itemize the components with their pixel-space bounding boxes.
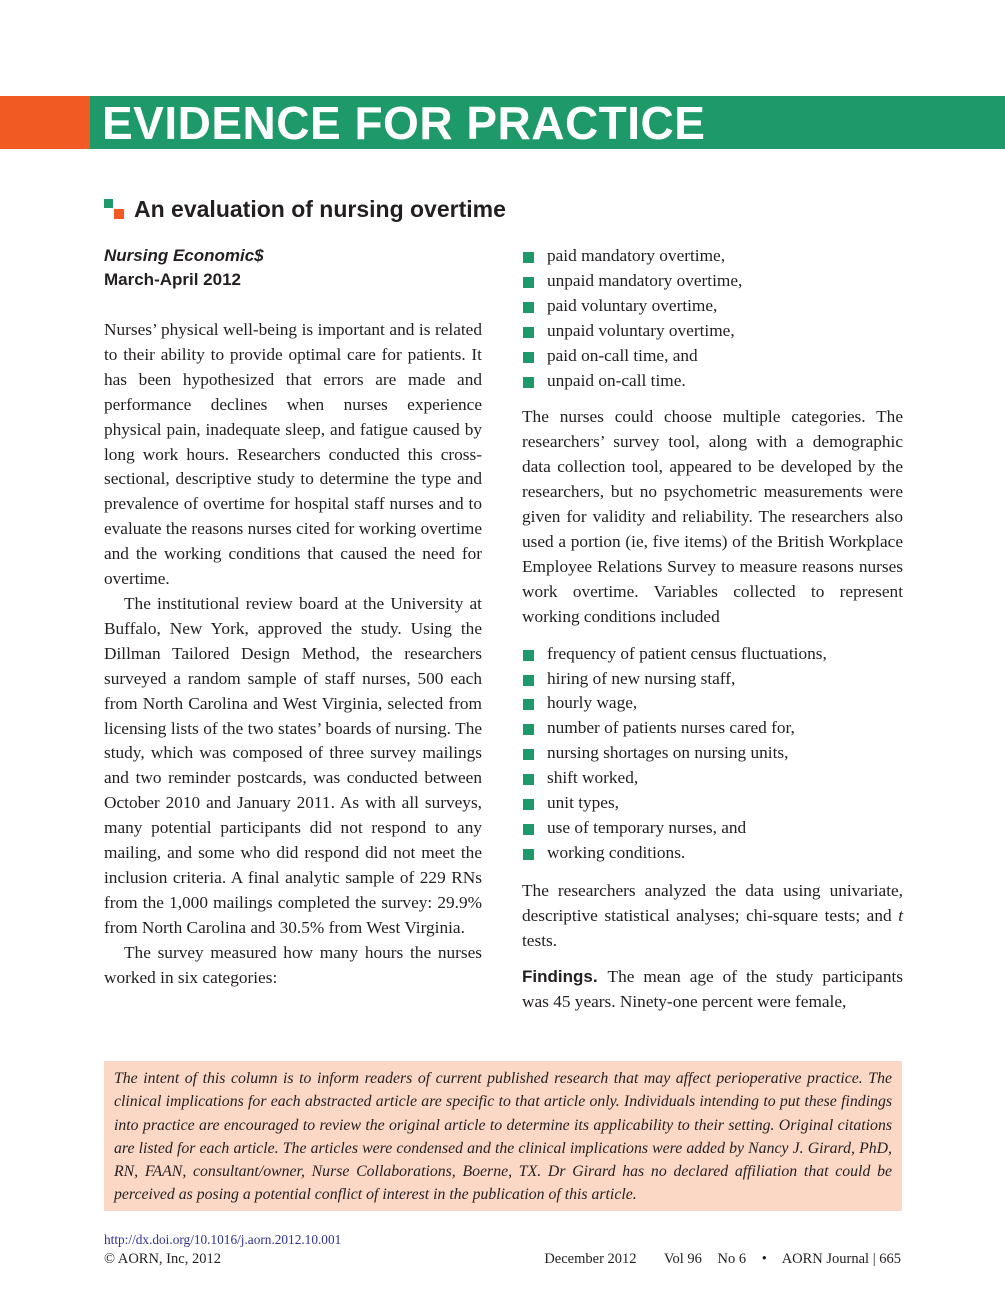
list-item: frequency of patient census fluctuations,	[522, 642, 903, 667]
bullet-square-icon	[523, 327, 534, 338]
issue-number: No 6	[717, 1251, 747, 1267]
bullet-square-icon	[523, 849, 534, 860]
source-citation	[104, 244, 482, 292]
bullet-square-icon	[523, 277, 534, 288]
list-item: unpaid voluntary overtime,	[522, 319, 903, 344]
findings-heading: Findings.	[522, 967, 598, 987]
paragraph-analysis: The researchers analyzed the data using univariate, descriptive statistical analyses; chi-square tests; and t tests.	[522, 880, 903, 950]
issue-info	[544, 1251, 901, 1268]
bullet-square-icon	[523, 302, 534, 313]
header-accent-block	[0, 96, 90, 149]
list-item: unpaid on-call time.	[522, 369, 903, 394]
bullet-square-icon	[523, 352, 534, 363]
doi-link[interactable]: http://dx.doi.org/10.1016/j.aorn.2012.10.001	[104, 1232, 342, 1247]
column-note-box: The intent of this column is to inform readers of current published research that may affect perioperative practice. The clinical implications for each abstracted article are specific to that article only. Individuals intending to put these findings into practice are encouraged to review the original article to determine its applicability to their setting. Original citations are listed for each article. The articles were condensed and the clinical implications were added by Nancy J. Girard, PhD, RN, FAAN, consultant/owner, Nurse Collaborations, Boerne, TX. Dr Girard has no declared affiliation that could be perceived as posing a potential conflict of interest in the publication of this article.	[104, 1061, 902, 1211]
list-item: number of patients nurses cared for,	[522, 716, 903, 741]
bullet-square-icon	[523, 675, 534, 686]
left-column	[104, 244, 482, 990]
list-item: working conditions.	[522, 841, 903, 866]
bullet-square-icon	[523, 377, 534, 388]
list-item: hourly wage,	[522, 691, 903, 716]
article-title: An evaluation of nursing overtime	[134, 196, 506, 222]
source-journal: Nursing Economic$	[104, 246, 264, 265]
section-title: EVIDENCE FOR PRACTICE	[102, 97, 706, 149]
list-item: unpaid mandatory overtime,	[522, 269, 903, 294]
copyright: © AORN, Inc, 2012	[104, 1251, 221, 1267]
list-item: use of temporary nurses, and	[522, 816, 903, 841]
divider: |	[872, 1251, 876, 1267]
paragraph-methods: The institutional review board at the University at Buffalo, New York, approved the study. Using the Dillman Tailored Design Method, the researchers surveyed a random sample of staff nurses, 500 each from North Carolina and West Virginia, selected from licensing lists of the two states’ boards of nursing. The study, which was composed of three survey mailings and two reminder postcards, was conducted between October 2010 and January 2011. As with all surveys, many potential participants did not respond to any mailing, and some who did respond did not meet the inclusion criteria. A final analytic sample of 229 RNs from the 1,000 mailings completed the survey: 29.9% from North Carolina and 30.5% from West Virginia.	[104, 593, 482, 937]
list-item: shift worked,	[522, 766, 903, 791]
paragraph-intro: Nurses’ physical well-being is important and is related to their ability to provide optimal care for patients. It has been hypothesized that errors are made and performance declines when nurses experience physical pain, inadequate sleep, and fatigue caused by long work hours. Researchers conducted this cross-sectional, descriptive study to determine the type and prevalence of overtime for hospital staff nurses and to evaluate the reasons nurses cited for working overtime and the working conditions that caused the need for overtime.	[104, 320, 482, 589]
title-squares-icon	[104, 199, 124, 219]
volume: Vol 96	[663, 1251, 702, 1267]
bullet-square-icon	[523, 252, 534, 263]
bullet-square-icon	[523, 650, 534, 661]
issue-date: December 2012	[544, 1251, 637, 1267]
list-item: unit types,	[522, 791, 903, 816]
journal-name: AORN Journal	[781, 1251, 870, 1267]
list-item: hiring of new nursing staff,	[522, 667, 903, 692]
bullet-square-icon	[523, 699, 534, 710]
source-date: March-April 2012	[104, 270, 241, 289]
bullet-square-icon	[523, 774, 534, 785]
list-item: paid on-call time, and	[522, 344, 903, 369]
right-column	[522, 244, 903, 1015]
bullet-square-icon	[523, 799, 534, 810]
paragraph-survey-tool: The nurses could choose multiple categories. The researchers’ survey tool, along with a demographic data collection tool, appeared to be developed by the researchers, but no psychometric measurements were given for validity and reliability. The researchers also used a portion (ie, five items) of the British Workplace Employee Relations Survey to measure reasons nurses work overtime. Variables collected to represent working conditions included	[522, 407, 903, 626]
overtime-category-list	[522, 244, 903, 393]
paragraph-survey: The survey measured how many hours the nurses worked in six categories:	[104, 942, 482, 987]
list-item: nursing shortages on nursing units,	[522, 741, 903, 766]
page-number: 665	[879, 1251, 901, 1267]
bullet-square-icon	[523, 749, 534, 760]
bullet-separator: •	[761, 1251, 767, 1267]
paragraph-findings: Findings. The mean age of the study participants was 45 years. Ninety-one percent were female,	[522, 967, 903, 1012]
bullet-square-icon	[523, 824, 534, 835]
bullet-square-icon	[523, 724, 534, 735]
list-item: paid voluntary overtime,	[522, 294, 903, 319]
list-item: paid mandatory overtime,	[522, 244, 903, 269]
working-conditions-list	[522, 642, 903, 866]
